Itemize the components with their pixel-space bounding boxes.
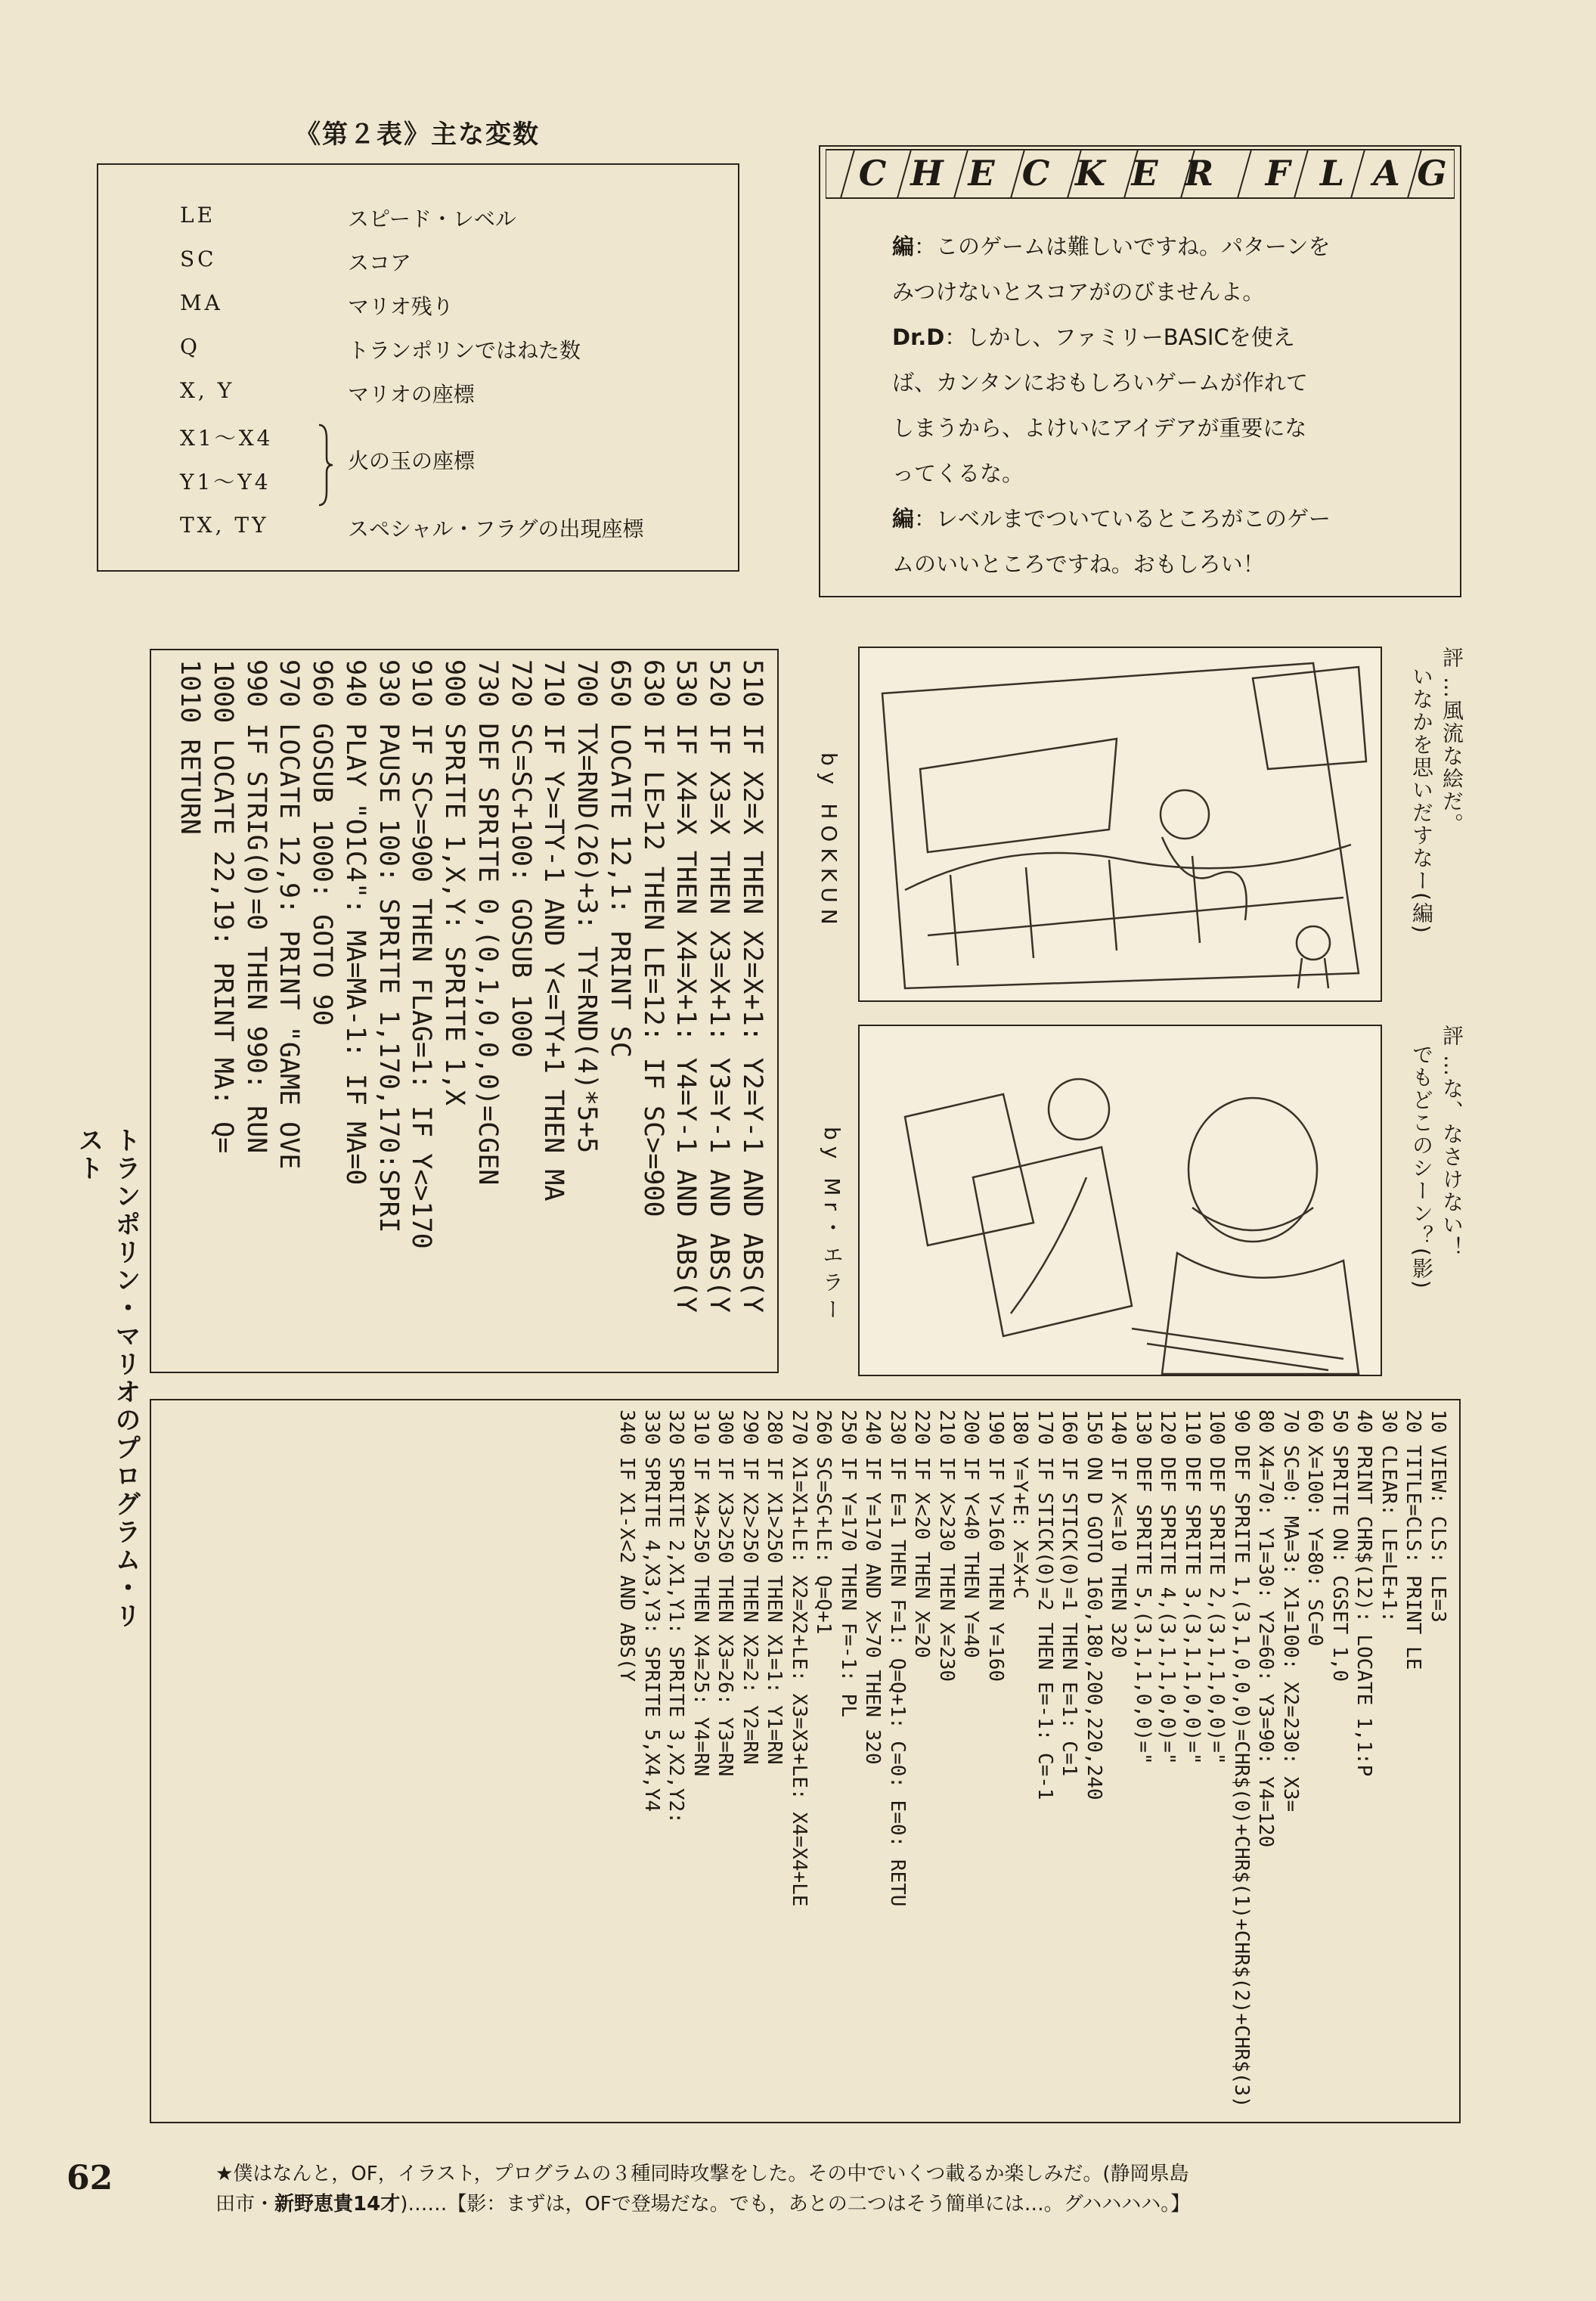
code-line: 170 IF STICK(0)=2 THEN E=-1: C=-1 — [1034, 1409, 1056, 1800]
code-line: 340 IF X1-X<2 AND ABS(Y — [615, 1409, 639, 1682]
countryside-drawing-icon — [860, 648, 1381, 1000]
var-desc: トランポリンではねた数 — [348, 338, 581, 363]
table-title: 《第２表》主な変数 — [295, 119, 540, 150]
banner-letter: L — [1319, 153, 1345, 194]
review-line: いなかを思いだすなー(編) — [1409, 665, 1434, 935]
code-line: 130 DEF SPRITE 5,(3,1,1,0,0)=" — [1132, 1409, 1154, 1765]
code-line: 290 IF X2>250 THEN X2=2: Y2=RN — [739, 1409, 761, 1765]
code-line: 20 TITLE=CLS: PRINT LE — [1402, 1409, 1425, 1670]
code-line: 510 IF X2=X THEN X2=X+1: Y2=Y-1 AND ABS(Y — [737, 659, 767, 1313]
banner-letter: C — [858, 153, 887, 194]
brace-icon — [318, 423, 334, 507]
code-line: 220 IF X<20 THEN X=20 — [910, 1409, 934, 1658]
dialogue-line: しまうから、よけいにアイデアが重要にな — [892, 415, 1307, 441]
var-desc: スピード・レベル — [348, 206, 516, 231]
code-line: 970 LOCATE 12,9: PRINT "GAME OVE — [274, 659, 305, 1170]
code-line: 230 IF E=1 THEN F=1: Q=Q+1: C=0: E=0: RETU — [886, 1409, 909, 1907]
code-line: 140 IF X<=10 THEN 320 — [1107, 1409, 1130, 1658]
comment-text: )……【影：まずは，OFで登場だな。でも，あとの二つはそう簡単には…。グハハハハ。】 — [400, 2193, 1191, 2216]
dialogue-entry: 編：レベルまでついているところがこのゲー ムのいいところですね。おもしろい！ — [892, 496, 1436, 587]
code-line: 50 SPRITE ON: CGSET 1,0 — [1328, 1409, 1351, 1682]
code-line: 210 IF X>230 THEN X=230 — [935, 1409, 958, 1682]
code-line: 700 TX=RND(26)+3: TY=RND(4)*5+5 — [572, 659, 603, 1154]
code-line: 250 IF Y=170 THEN F=-1: PL — [837, 1409, 860, 1717]
code-line: 530 IF X4=X THEN X4=X+1: Y4=Y-1 AND ABS(Y — [671, 659, 702, 1313]
banner-letter: F — [1265, 153, 1291, 194]
banner-letter: C — [1021, 153, 1050, 194]
page-number: 62 — [67, 2159, 113, 2197]
var-name: TX, TY — [180, 513, 269, 538]
code-line: 280 IF X1>250 THEN X1=1: Y1=RN — [763, 1409, 786, 1765]
banner-letter: E — [1131, 153, 1158, 194]
listing-lines — [615, 1409, 1450, 2108]
var-name: LE — [180, 203, 216, 228]
review-line: …な、なさけない！ — [1439, 1055, 1464, 1259]
code-line: 990 IF STRIG(0)=0 THEN 990: RUN — [240, 659, 271, 1154]
comment-text: 田市・ — [215, 2193, 275, 2216]
review-line: …風流な絵だ。 — [1439, 677, 1464, 836]
code-line: 160 IF STICK(0)=1 THEN E=1: C=1 — [1058, 1409, 1081, 1777]
var-name: MA — [180, 290, 223, 315]
code-line: 710 IF Y>=TY-1 AND Y<=TY+1 THEN MA — [538, 659, 569, 1202]
code-line: 30 CLEAR: LE=LE+1: — [1378, 1409, 1400, 1623]
code-line: 1000 LOCATE 22,19: PRINT MA: Q= — [208, 659, 238, 1154]
code-line: 520 IF X3=X THEN X3=X+1: Y3=Y-1 AND ABS(Y — [704, 659, 735, 1313]
code-line: 260 SC=SC+LE: Q=Q+1 — [812, 1409, 835, 1635]
comment-line — [215, 2189, 1425, 2219]
code-line: 40 PRINT CHR$(12): LOCATE 1,1:P — [1353, 1409, 1376, 1777]
code-line: 80 X4=70: Y1=30: Y2=60: Y3=90: Y4=120 — [1254, 1409, 1278, 1848]
code-line: 60 X=100: Y=80: SC=0 — [1303, 1409, 1327, 1647]
var-name: Y1～Y4 — [180, 470, 271, 495]
code-line: 650 LOCATE 12,1: PRINT SC — [605, 659, 635, 1058]
code-line: 90 DEF SPRITE 1,(3,1,0,0,0)=CHR$(0)+CHR$(1)+CHR$(2)+CHR$(3) — [1230, 1409, 1253, 2108]
dialogue-line: ば、カンタンにおもしろいゲームが作れて — [892, 370, 1308, 395]
var-name: X, Y — [180, 378, 235, 403]
var-name: X1～X4 — [180, 426, 274, 451]
fire-coords-desc: 火の玉の座標 — [348, 448, 476, 473]
banner-letter: E — [968, 153, 995, 194]
speaker: 編 — [892, 234, 915, 259]
review-line: でもどこのシーン？(影) — [1409, 1044, 1434, 1290]
code-line: 1010 RETURN — [175, 659, 206, 835]
code-line: 270 X1=X1+LE: X2=X2+LE: X3=X3+LE: X4=X4+LE — [788, 1409, 810, 1907]
banner-letter: H — [910, 153, 944, 194]
code-line: 960 GOSUB 1000: GOTO 90 — [307, 659, 338, 1026]
variables-table — [97, 163, 739, 572]
code-line: 720 SC=SC+100: GOSUB 1000 — [505, 659, 536, 1058]
speaker: 編 — [892, 506, 915, 532]
dialogue-entry: Dr.D：しかし、ファミリーBASICを使え ば、カンタンにおもしろいゲームが作れて しまうから、よけいにアイデアが重要にな ってくるな。 — [892, 315, 1436, 496]
code-line: 910 IF SC>=900 THEN FLAG=1: IF Y<>170 — [406, 659, 437, 1249]
banner-letter: K — [1075, 153, 1105, 194]
program-list-caption — [73, 1127, 141, 1656]
illustration-computer-user — [858, 1025, 1382, 1376]
table-row — [98, 513, 738, 555]
var-desc: スペシャル・フラグの出現座標 — [348, 516, 644, 541]
checker-flag-banner — [826, 144, 1455, 204]
code-line: 300 IF X3>250 THEN X3=26: Y3=RN — [714, 1409, 737, 1777]
program-listing-1 — [150, 649, 779, 1373]
comment-line: ★僕はなんと，OF，イラスト，プログラムの３種同時攻撃をした。その中でいくつ載るか楽しみだ。(静岡県島 — [215, 2163, 1189, 2185]
dialogue-line: しかし、ファミリーBASICを使え — [966, 324, 1295, 350]
review-label: 評 — [1439, 1025, 1464, 1047]
table-row — [98, 290, 738, 333]
code-line: 240 IF Y=170 AND X>70 THEN 320 — [861, 1409, 885, 1765]
banner-letter: R — [1184, 153, 1214, 194]
author-name: 新野恵貴14才 — [274, 2193, 401, 2216]
var-name: Q — [180, 334, 200, 359]
var-desc: スコア — [348, 250, 412, 275]
reader-comment — [215, 2159, 1425, 2219]
code-line: 940 PLAY "O1C4": MA=MA-1: IF MA=0 — [340, 659, 370, 1186]
code-line: 320 SPRITE 2,X1,Y1: SPRITE 3,X2,Y2: — [665, 1409, 688, 1824]
dialogue-line: レベルまでついているところがこのゲー — [936, 506, 1331, 532]
dialogue-line: ってくるな。 — [892, 461, 1024, 486]
code-line: 110 DEF SPRITE 3,(3,1,1,0,0)=" — [1181, 1409, 1204, 1765]
code-line: 190 IF Y>160 THEN Y=160 — [984, 1409, 1007, 1682]
code-line: 180 Y=Y+E: X=X+C — [1009, 1409, 1032, 1599]
var-name: SC — [180, 247, 217, 271]
code-line: 330 SPRITE 4,X3,Y3: SPRITE 5,X4,Y4 — [640, 1409, 663, 1813]
code-line: 900 SPRITE 1,X,Y: SPRITE 1,X — [439, 659, 470, 1106]
caption-text: トランポリン・マリオのプログラム・リスト — [73, 1127, 141, 1630]
banner-letter: A — [1373, 153, 1400, 194]
table-row — [98, 334, 738, 377]
illustration-postcard — [858, 647, 1382, 1002]
table-row — [98, 203, 738, 245]
code-line: 730 DEF SPRITE 0,(0,1,0,0,0)=CGEN — [473, 659, 503, 1186]
speaker: Dr.D — [892, 324, 945, 350]
code-line: 10 VIEW: CLS: LE=3 — [1427, 1409, 1449, 1623]
code-line: 70 SC=0: MA=3: X1=100: X2=230: X3= — [1279, 1409, 1302, 1813]
dialogue-line: このゲームは難しいですね。パターンを — [936, 234, 1331, 259]
code-line: 630 IF LE>12 THEN LE=12: IF SC>=900 — [637, 659, 668, 1217]
var-desc: マリオの座標 — [348, 382, 475, 407]
dialogue-line: ムのいいところですね。おもしろい！ — [892, 551, 1265, 577]
dialogue-line: みつけないとスコアがのびませんよ。 — [892, 279, 1265, 305]
code-line: 310 IF X4>250 THEN X4=25: Y4=RN — [690, 1409, 712, 1777]
code-line: 150 ON D GOTO 160,180,200,220,240 — [1083, 1409, 1105, 1800]
checker-flag-dialogue — [892, 224, 1436, 587]
var-desc: マリオ残り — [348, 294, 454, 319]
review-label: 評 — [1439, 647, 1464, 669]
illustration-1-byline: by HOKKUN — [817, 752, 841, 931]
code-line: 120 DEF SPRITE 4,(3,1,1,0,0)=" — [1156, 1409, 1179, 1765]
table-row — [98, 247, 738, 289]
listing-lines — [173, 659, 769, 1313]
dialogue-entry: 編：このゲームは難しいですね。パターンを みつけないとスコアがのびませんよ。 — [892, 224, 1436, 315]
code-line: 100 DEF SPRITE 2,(3,1,1,0,0)=" — [1205, 1409, 1229, 1765]
banner-letter: G — [1417, 153, 1447, 194]
code-line: 930 PAUSE 100: SPRITE 1,170,170:SPRI — [373, 659, 404, 1233]
table-row — [98, 378, 738, 420]
computer-scene-drawing-icon — [860, 1026, 1381, 1375]
code-line: 200 IF Y<40 THEN Y=40 — [959, 1409, 983, 1658]
illustration-2-byline: by Mr・エラー — [820, 1127, 844, 1326]
program-listing-2 — [150, 1399, 1461, 2123]
